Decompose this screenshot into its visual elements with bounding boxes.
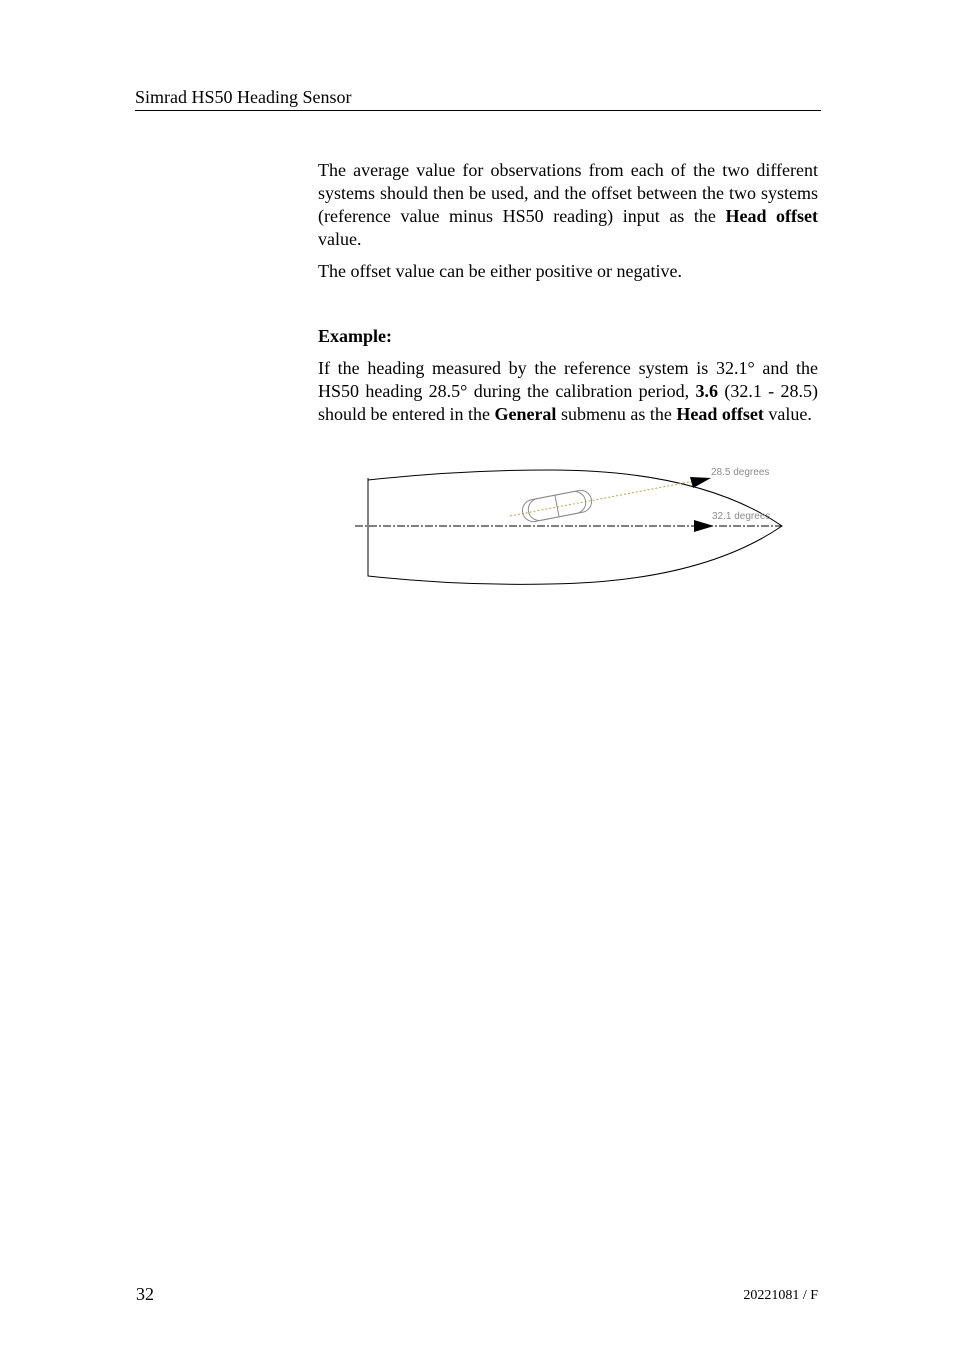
main-content bbox=[318, 159, 818, 435]
page-number: 32 bbox=[136, 1284, 154, 1304]
diagram-svg bbox=[350, 458, 790, 590]
paragraph-offset-sign: The offset value can be either positive or negative. bbox=[318, 261, 683, 281]
example-heading: Example: bbox=[318, 326, 392, 346]
document-id: 20221081 / F bbox=[743, 1288, 818, 1303]
paragraph-example: If the heading measured by the reference system is 32.1° and the HS50 heading 28.5° during the calibration period, 3.6 (32.1 - 28.5) should be entered in the General submenu as the Head offset value. bbox=[318, 358, 818, 424]
term-general-submenu: General bbox=[494, 404, 557, 424]
label-hs50-heading: 28.5 degrees bbox=[711, 467, 770, 478]
vessel-heading-diagram bbox=[350, 458, 790, 590]
label-reference-heading: 32.1 degrees bbox=[712, 511, 771, 522]
term-head-offset-2: Head offset bbox=[676, 404, 764, 424]
hull-outline bbox=[368, 470, 782, 584]
paragraph-average-value: The average value for observations from each of the two different systems should then be used, and the offset between the two systems (reference value minus HS50 reading) input as the Head offset value. bbox=[318, 160, 819, 249]
term-head-offset: Head offset bbox=[725, 206, 819, 226]
reference-heading-arrow bbox=[694, 520, 714, 532]
header-title: Simrad HS50 Heading Sensor bbox=[135, 87, 352, 107]
sensor-body bbox=[521, 489, 594, 524]
hs50-heading-arrow bbox=[690, 477, 711, 488]
value-offset: 3.6 bbox=[695, 381, 718, 401]
page-header bbox=[135, 86, 821, 111]
hs50-heading-line bbox=[510, 478, 710, 516]
